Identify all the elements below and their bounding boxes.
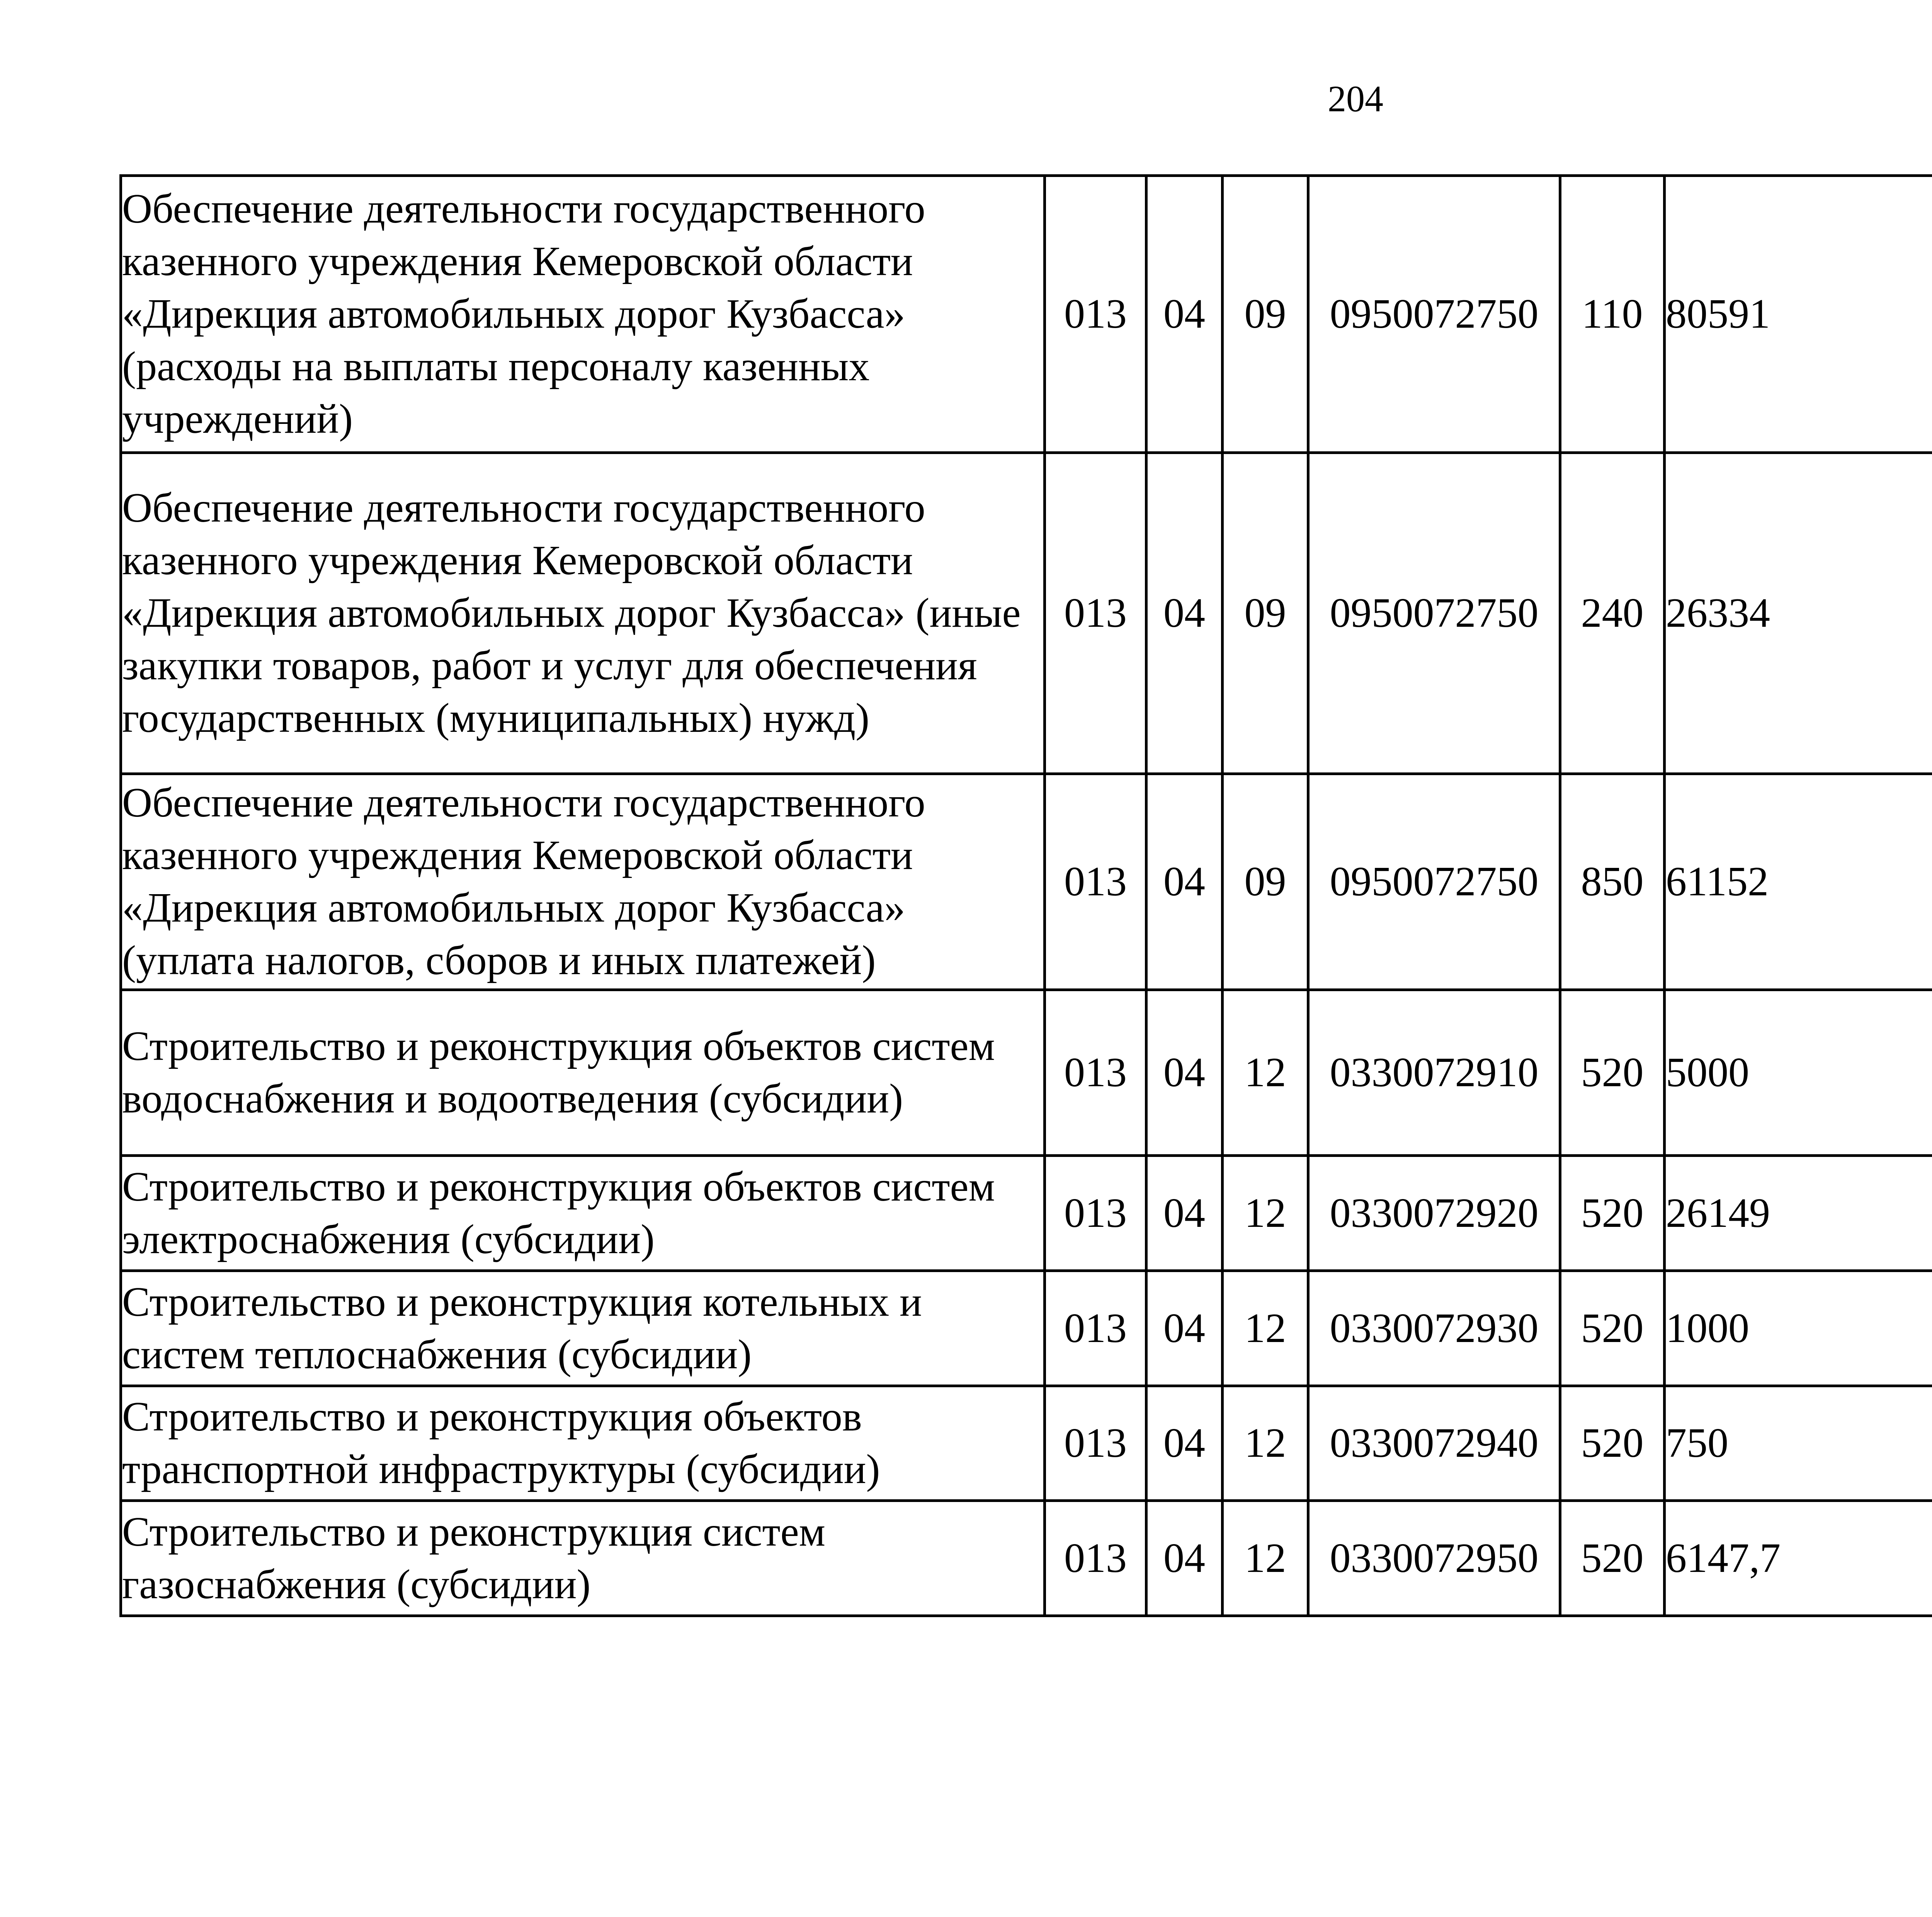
- amount-year-1: 26149: [1665, 1156, 1932, 1271]
- target-article-code: 0950072750: [1308, 176, 1560, 453]
- section-code: 04: [1146, 453, 1223, 774]
- budget-table: [119, 174, 1932, 1617]
- row-description: Обеспечение деятельности государственного казенного учреждения Кемеровской области «Дирекция автомобильных дорог Кузбасса» (иные закупки товаров, работ и услуг для обеспечения государственных (муниципальных) нужд): [121, 453, 1045, 774]
- table-row: [121, 176, 1932, 453]
- table-row: [121, 774, 1932, 990]
- subsection-code: 12: [1223, 1271, 1308, 1386]
- ministry-code: 013: [1045, 774, 1146, 990]
- expense-type-code: 520: [1560, 1271, 1665, 1386]
- section-code: 04: [1146, 990, 1223, 1156]
- ministry-code: 013: [1045, 990, 1146, 1156]
- section-code: 04: [1146, 1501, 1223, 1616]
- amount-year-1: 5000: [1665, 990, 1932, 1156]
- amount-year-1: 1000: [1665, 1271, 1932, 1386]
- row-description: Обеспечение деятельности государственного казенного учреждения Кемеровской области «Дирекция автомобильных дорог Кузбасса» (расходы на выплаты персоналу казенных учреждений): [121, 176, 1045, 453]
- expense-type-code: 520: [1560, 1501, 1665, 1616]
- subsection-code: 12: [1223, 1156, 1308, 1271]
- subsection-code: 12: [1223, 1501, 1308, 1616]
- table-row: [121, 1386, 1932, 1501]
- target-article-code: 0330072930: [1308, 1271, 1560, 1386]
- amount-year-1: 6147,7: [1665, 1501, 1932, 1616]
- amount-year-1: 26334: [1665, 453, 1932, 774]
- target-article-code: 0330072940: [1308, 1386, 1560, 1501]
- amount-year-1: 80591: [1665, 176, 1932, 453]
- table-row: [121, 1156, 1932, 1271]
- target-article-code: 0950072750: [1308, 453, 1560, 774]
- row-description: Строительство и реконструкция котельных и систем теплоснабжения (субсидии): [121, 1271, 1045, 1386]
- target-article-code: 0950072750: [1308, 774, 1560, 990]
- row-description: Обеспечение деятельности государственного казенного учреждения Кемеровской области «Дирекция автомобильных дорог Кузбасса» (уплата налогов, сборов и иных платежей): [121, 774, 1045, 990]
- expense-type-code: 520: [1560, 1386, 1665, 1501]
- subsection-code: 09: [1223, 774, 1308, 990]
- subsection-code: 12: [1223, 1386, 1308, 1501]
- target-article-code: 0330072950: [1308, 1501, 1560, 1616]
- row-description: Строительство и реконструкция объектов систем водоснабжения и водоотведения (субсидии): [121, 990, 1045, 1156]
- row-description: Строительство и реконструкция объектов систем электроснабжения (субсидии): [121, 1156, 1045, 1271]
- section-code: 04: [1146, 1386, 1223, 1501]
- expense-type-code: 240: [1560, 453, 1665, 774]
- section-code: 04: [1146, 774, 1223, 990]
- row-description: Строительство и реконструкция объектов транспортной инфраструктуры (субсидии): [121, 1386, 1045, 1501]
- ministry-code: 013: [1045, 1501, 1146, 1616]
- subsection-code: 09: [1223, 176, 1308, 453]
- section-code: 04: [1146, 1271, 1223, 1386]
- target-article-code: 0330072920: [1308, 1156, 1560, 1271]
- subsection-code: 12: [1223, 990, 1308, 1156]
- section-code: 04: [1146, 176, 1223, 453]
- section-code: 04: [1146, 1156, 1223, 1271]
- ministry-code: 013: [1045, 176, 1146, 453]
- ministry-code: 013: [1045, 453, 1146, 774]
- subsection-code: 09: [1223, 453, 1308, 774]
- amount-year-1: 750: [1665, 1386, 1932, 1501]
- expense-type-code: 520: [1560, 1156, 1665, 1271]
- ministry-code: 013: [1045, 1156, 1146, 1271]
- table-row: [121, 453, 1932, 774]
- expense-type-code: 850: [1560, 774, 1665, 990]
- table-row: [121, 1501, 1932, 1616]
- ministry-code: 013: [1045, 1271, 1146, 1386]
- page-number: 204: [1328, 78, 1383, 119]
- table-row: [121, 1271, 1932, 1386]
- table-row: [121, 990, 1932, 1156]
- amount-year-1: 61152: [1665, 774, 1932, 990]
- ministry-code: 013: [1045, 1386, 1146, 1501]
- expense-type-code: 520: [1560, 990, 1665, 1156]
- expense-type-code: 110: [1560, 176, 1665, 453]
- row-description: Строительство и реконструкция систем газоснабжения (субсидии): [121, 1501, 1045, 1616]
- target-article-code: 0330072910: [1308, 990, 1560, 1156]
